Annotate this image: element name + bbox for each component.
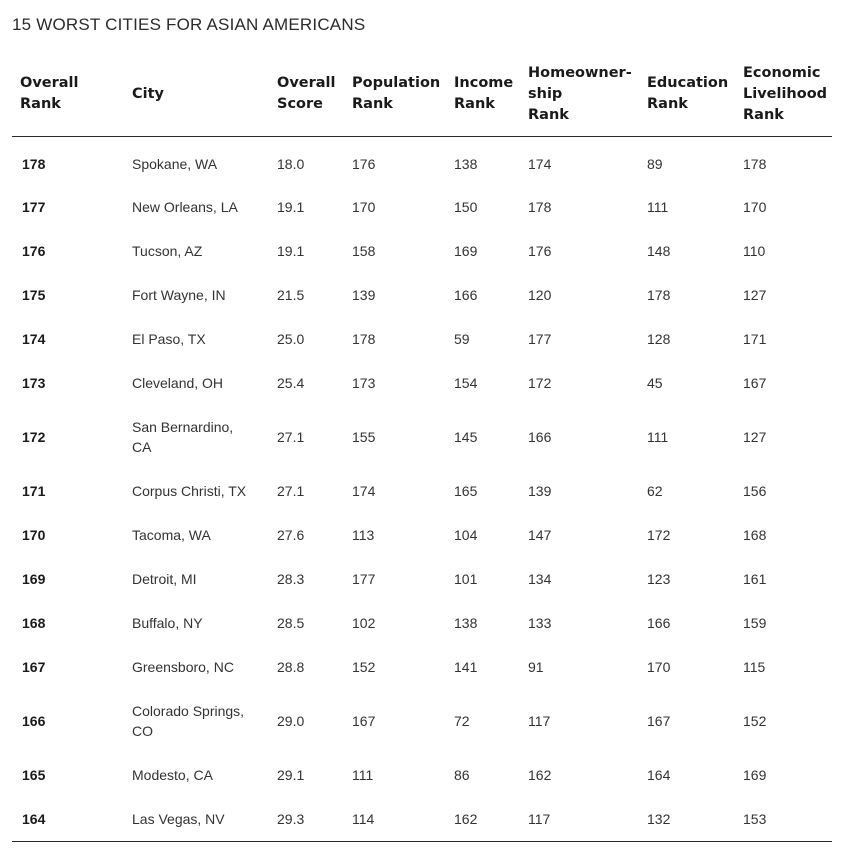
homeownership-rank-cell: 172 <box>528 375 552 391</box>
income-rank-cell: 154 <box>454 375 478 391</box>
education-rank-cell: 123 <box>647 571 671 587</box>
overall-rank-cell: 172 <box>22 429 46 445</box>
economic-livelihood-rank-cell: 171 <box>743 331 767 347</box>
economic-livelihood-rank-cell: 152 <box>743 713 767 729</box>
overall-rank-cell: 170 <box>22 527 46 543</box>
homeownership-rank-cell: 139 <box>528 483 552 499</box>
homeownership-rank-cell: 178 <box>528 199 552 215</box>
income-rank-cell: 138 <box>454 156 478 172</box>
city-cell: Greensboro, NC <box>132 659 234 675</box>
economic-livelihood-rank-cell: 156 <box>743 483 767 499</box>
population-rank-cell: 102 <box>352 615 376 631</box>
homeownership-rank-cell: 133 <box>528 615 552 631</box>
homeownership-rank-cell: 162 <box>528 767 552 783</box>
income-rank-cell: 59 <box>454 331 470 347</box>
table-row <box>12 689 832 753</box>
population-rank-cell: 174 <box>352 483 376 499</box>
overall-score-cell: 21.5 <box>277 287 305 303</box>
table-body <box>12 137 832 842</box>
city-cell: Detroit, MI <box>132 571 197 587</box>
overall-rank-cell: 165 <box>22 767 46 783</box>
income-rank-cell: 162 <box>454 797 528 842</box>
overall-rank-cell: 171 <box>22 483 46 499</box>
overall-rank-cell: 169 <box>22 571 46 587</box>
economic-livelihood-rank-cell: 159 <box>743 615 767 631</box>
homeownership-rank-cell: 176 <box>528 243 552 259</box>
city-cell: Tucson, AZ <box>132 243 203 259</box>
education-rank-cell: 148 <box>647 243 671 259</box>
overall-score-cell: 27.1 <box>277 429 305 445</box>
homeownership-rank-cell: 174 <box>528 156 552 172</box>
education-rank-cell: 89 <box>647 156 663 172</box>
city-cell: El Paso, TX <box>132 331 206 347</box>
education-rank-cell: 128 <box>647 331 671 347</box>
table-row <box>12 361 832 405</box>
economic-livelihood-rank-cell: 127 <box>743 287 767 303</box>
city-cell: Las Vegas, NV <box>132 797 277 842</box>
overall-rank-cell: 168 <box>22 615 46 631</box>
overall-rank-cell: 174 <box>22 331 46 347</box>
population-rank-cell: 113 <box>352 527 375 543</box>
header-row <box>12 52 832 137</box>
income-rank-cell: 141 <box>454 659 478 675</box>
table-row <box>12 469 832 513</box>
education-rank-cell: 111 <box>647 429 669 445</box>
column-header-income-rank: Income Rank <box>454 52 528 137</box>
economic-livelihood-rank-cell: 169 <box>743 767 767 783</box>
table-row <box>12 405 832 469</box>
income-rank-cell: 165 <box>454 483 478 499</box>
overall-score-cell: 29.3 <box>277 797 352 842</box>
overall-score-cell: 28.5 <box>277 615 305 631</box>
column-header-education-rank: Education Rank <box>647 52 743 137</box>
city-cell: San Bernardino, CA <box>132 419 234 455</box>
economic-livelihood-rank-cell: 110 <box>743 243 766 259</box>
city-cell: Colorado Springs, CO <box>132 703 245 739</box>
economic-livelihood-rank-cell: 127 <box>743 429 767 445</box>
overall-rank-cell: 176 <box>22 243 46 259</box>
education-rank-cell: 132 <box>647 797 743 842</box>
population-rank-cell: 170 <box>352 199 376 215</box>
table-row <box>12 645 832 689</box>
city-cell: Fort Wayne, IN <box>132 287 226 303</box>
city-cell: New Orleans, LA <box>132 199 238 215</box>
income-rank-cell: 169 <box>454 243 478 259</box>
income-rank-cell: 166 <box>454 287 478 303</box>
education-rank-cell: 62 <box>647 483 663 499</box>
overall-score-cell: 25.0 <box>277 331 305 347</box>
city-cell: Cleveland, OH <box>132 375 224 391</box>
population-rank-cell: 114 <box>352 797 454 842</box>
homeownership-rank-cell: 166 <box>528 429 552 445</box>
economic-livelihood-rank-cell: 168 <box>743 527 767 543</box>
overall-rank-cell: 166 <box>22 713 46 729</box>
overall-rank-cell: 173 <box>22 375 46 391</box>
city-cell: Buffalo, NY <box>132 615 203 631</box>
income-rank-cell: 145 <box>454 429 478 445</box>
population-rank-cell: 111 <box>352 767 374 783</box>
income-rank-cell: 72 <box>454 713 470 729</box>
homeownership-rank-cell: 147 <box>528 527 552 543</box>
city-cell: Modesto, CA <box>132 767 213 783</box>
overall-score-cell: 29.1 <box>277 767 305 783</box>
overall-rank-cell: 177 <box>22 199 46 215</box>
column-header-population-rank: Population Rank <box>352 52 454 137</box>
table-row <box>12 797 832 842</box>
overall-score-cell: 28.3 <box>277 571 305 587</box>
population-rank-cell: 139 <box>352 287 376 303</box>
homeownership-rank-cell: 117 <box>528 797 647 842</box>
education-rank-cell: 164 <box>647 767 671 783</box>
economic-livelihood-rank-cell: 153 <box>743 797 832 842</box>
overall-rank-cell: 178 <box>22 156 46 172</box>
column-header-city: City <box>132 52 277 137</box>
education-rank-cell: 170 <box>647 659 671 675</box>
column-header-overall-score: Overall Score <box>277 52 352 137</box>
population-rank-cell: 152 <box>352 659 376 675</box>
income-rank-cell: 138 <box>454 615 478 631</box>
homeownership-rank-cell: 134 <box>528 571 552 587</box>
overall-score-cell: 27.6 <box>277 527 305 543</box>
city-cell: Tacoma, WA <box>132 527 211 543</box>
population-rank-cell: 155 <box>352 429 376 445</box>
economic-livelihood-rank-cell: 178 <box>743 156 767 172</box>
population-rank-cell: 176 <box>352 156 376 172</box>
population-rank-cell: 158 <box>352 243 376 259</box>
homeownership-rank-cell: 117 <box>528 713 551 729</box>
income-rank-cell: 150 <box>454 199 478 215</box>
overall-score-cell: 19.1 <box>277 243 305 259</box>
population-rank-cell: 177 <box>352 571 376 587</box>
table-row <box>12 753 832 797</box>
education-rank-cell: 111 <box>647 199 669 215</box>
table-row <box>12 185 832 229</box>
rankings-table-container <box>12 52 832 842</box>
overall-score-cell: 29.0 <box>277 713 305 729</box>
homeownership-rank-cell: 177 <box>528 331 552 347</box>
table-row <box>12 273 832 317</box>
overall-score-cell: 27.1 <box>277 483 305 499</box>
rankings-table <box>12 52 832 842</box>
education-rank-cell: 167 <box>647 713 671 729</box>
overall-rank-cell: 164 <box>12 797 132 842</box>
income-rank-cell: 104 <box>454 527 478 543</box>
overall-score-cell: 19.1 <box>277 199 305 215</box>
education-rank-cell: 178 <box>647 287 671 303</box>
education-rank-cell: 166 <box>647 615 671 631</box>
column-header-economic-livelihood-rank: Economic Livelihood Rank <box>743 52 832 137</box>
population-rank-cell: 167 <box>352 713 376 729</box>
table-row <box>12 601 832 645</box>
table-row <box>12 513 832 557</box>
economic-livelihood-rank-cell: 161 <box>743 571 767 587</box>
economic-livelihood-rank-cell: 115 <box>743 659 766 675</box>
city-cell: Corpus Christi, TX <box>132 483 247 499</box>
table-row <box>12 229 832 273</box>
table-row <box>12 317 832 361</box>
column-header-homeownership-rank: Homeowner- ship Rank <box>528 52 647 137</box>
economic-livelihood-rank-cell: 167 <box>743 375 767 391</box>
income-rank-cell: 101 <box>454 571 478 587</box>
overall-score-cell: 18.0 <box>277 156 305 172</box>
city-cell: Spokane, WA <box>132 156 218 172</box>
table-header <box>12 52 832 137</box>
table-row <box>12 557 832 601</box>
homeownership-rank-cell: 120 <box>528 287 552 303</box>
overall-rank-cell: 175 <box>22 287 46 303</box>
table-row <box>12 137 832 186</box>
homeownership-rank-cell: 91 <box>528 659 544 675</box>
education-rank-cell: 172 <box>647 527 671 543</box>
income-rank-cell: 86 <box>454 767 470 783</box>
education-rank-cell: 45 <box>647 375 663 391</box>
column-header-overall-rank: Overall Rank <box>12 52 132 137</box>
page-title: 15 WORST CITIES FOR ASIAN AMERICANS <box>12 15 366 34</box>
population-rank-cell: 178 <box>352 331 376 347</box>
population-rank-cell: 173 <box>352 375 376 391</box>
overall-rank-cell: 167 <box>22 659 46 675</box>
economic-livelihood-rank-cell: 170 <box>743 199 767 215</box>
overall-score-cell: 28.8 <box>277 659 305 675</box>
overall-score-cell: 25.4 <box>277 375 305 391</box>
